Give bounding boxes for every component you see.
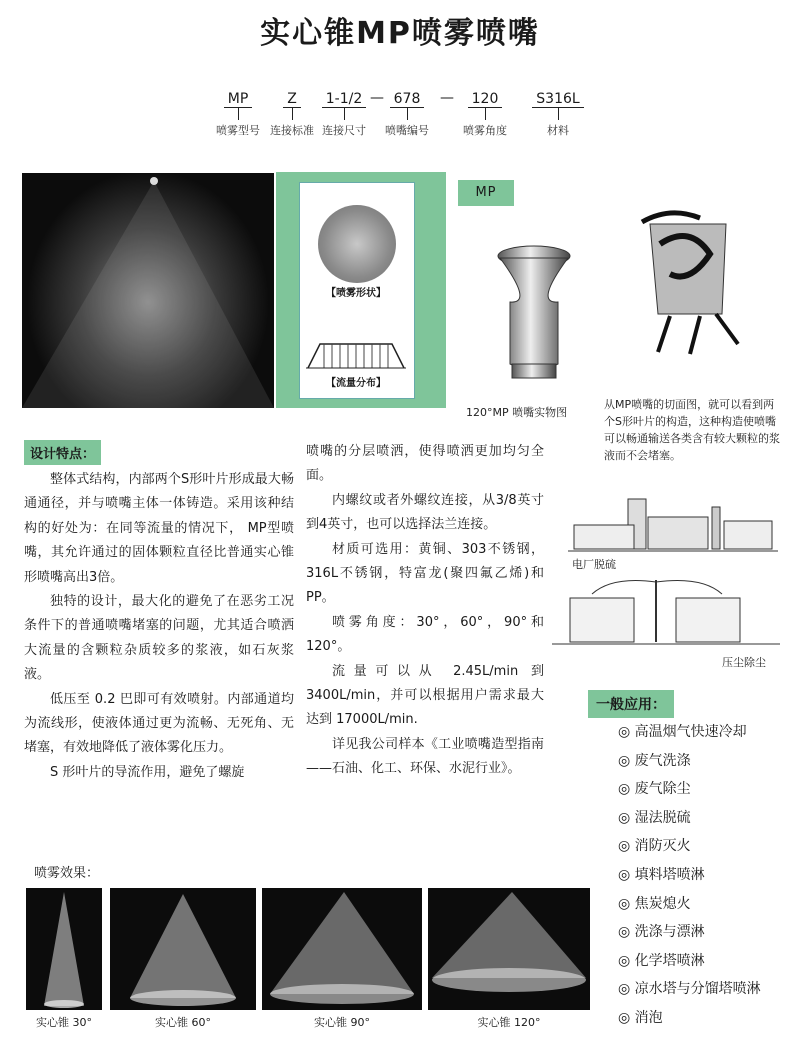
flow-distribution-icon [306,338,406,370]
effects-title: 喷雾效果： [34,866,100,881]
paragraph: 喷嘴的分层喷洒，使得喷洒更加均匀全面。 [306,444,544,484]
code-part: S316L 材料 [528,88,588,138]
code-part: 1-1/2 连接尺寸 [322,91,366,137]
cutaway-diagram [630,204,750,364]
design-text-col1 [24,468,294,785]
spray-photo [22,173,274,408]
effect-label: 实心锥 90° [314,1016,370,1029]
list-item: ◎ 湿法脱硫 [618,809,691,826]
general-section-title: 一般应用： [588,690,674,718]
list-item: ◎ 凉水塔与分馏塔喷淋 [618,981,761,998]
effect-photo-120 [428,888,590,1010]
code-dash: — [370,90,384,106]
list-item: ◎ 填料塔喷淋 [618,866,705,883]
paragraph: 材质可选用：黄铜、303不锈钢，316L不锈钢，特富龙(聚四氟乙烯)和PP。 [306,541,544,606]
code-part: MP 喷雾型号 [216,91,260,137]
list-item: ◎ 化学塔喷淋 [618,952,705,969]
code-part: Z 连接标准 [270,91,314,137]
list-item: ◎ 洗涤与漂淋 [618,924,705,941]
effect-photo-60 [110,888,256,1010]
power-plant-image [568,495,778,557]
design-text-col2 [306,440,544,782]
effect-label: 实心锥 30° [36,1016,92,1029]
dust-caption: 压尘除尘 [722,656,766,669]
list-item: ◎ 焦炭熄火 [618,895,691,912]
mp-tag: MP [458,180,514,206]
list-item: ◎ 高温烟气快速冷却 [618,724,747,740]
nozzle-photo [494,244,574,384]
paragraph: 内螺纹或者外螺纹连接，从3/8英寸到4英寸，也可以选择法兰连接。 [306,492,544,533]
pattern-caption: 【喷雾形状】 [326,288,386,299]
applications-list [618,718,798,1033]
paragraph: 喷雾角度：30°，60°，90°和 120°。 [306,614,544,655]
paragraph: 独特的设计，最大化的避免了在恶劣工况条件下的普通喷嘴堵塞的问题，尤其适合喷洒大流量的含颗粒杂质较多的浆液，如石灰浆液。 [24,594,294,683]
list-item: ◎ 废气洗涤 [618,752,691,769]
photo-caption: 120°MP 喷嘴实物图 [466,406,568,419]
dust-suppression-image [552,576,780,648]
power-plant-caption: 电厂脱硫 [572,558,616,571]
effect-photo-90 [262,888,422,1010]
effect-label: 实心锥 60° [155,1016,211,1029]
list-item: ◎ 消防灭火 [618,838,691,855]
design-section-title: 设计特点： [24,440,101,465]
list-item: ◎ 消泡 [618,1009,663,1026]
code-part: 678 喷嘴编号 [385,91,429,137]
effect-photo-30 [26,888,102,1010]
code-part: 120 喷雾角度 [463,91,507,137]
paragraph: 详见我公司样本《工业喷嘴造型指南——石油、化工、环保、水泥行业》。 [306,736,544,777]
paragraph: 流量可以从 2.45L/min 到3400L/min，并可以根据用户需求最大达到 17000L/min. [306,663,544,728]
effect-label: 实心锥 120° [477,1016,541,1029]
cutaway-caption: 从MP喷嘴的切面图，就可以看到两个S形叶片的构造，这种构造使喷嘴可以畅通输送各类含有较大颗粒的浆液而不会堵塞。 [604,398,780,462]
spray-pattern-icon [318,205,396,283]
list-item: ◎ 废气除尘 [618,781,691,798]
paragraph: 整体式结构，内部两个S形叶片形成最大畅通通径，并与喷嘴主体一体铸造。采用该种结构的好处为：在同等流量的情况下， MP型喷嘴，其允许通过的固体颗粒直径比普通实心锥形喷嘴高出3倍。 [24,472,294,585]
page-title: 实心锥MP喷雾喷嘴 [260,16,540,51]
code-dash: — [440,90,454,106]
paragraph: S 形叶片的导流作用，避免了螺旋 [50,764,245,780]
paragraph: 低压至 0.2 巴即可有效喷射。内部通道均为流线形，使液体通过更为流畅、无死角、无堵塞，有效地降低了液体雾化压力。 [24,691,294,756]
distribution-caption: 【流量分布】 [326,378,386,389]
